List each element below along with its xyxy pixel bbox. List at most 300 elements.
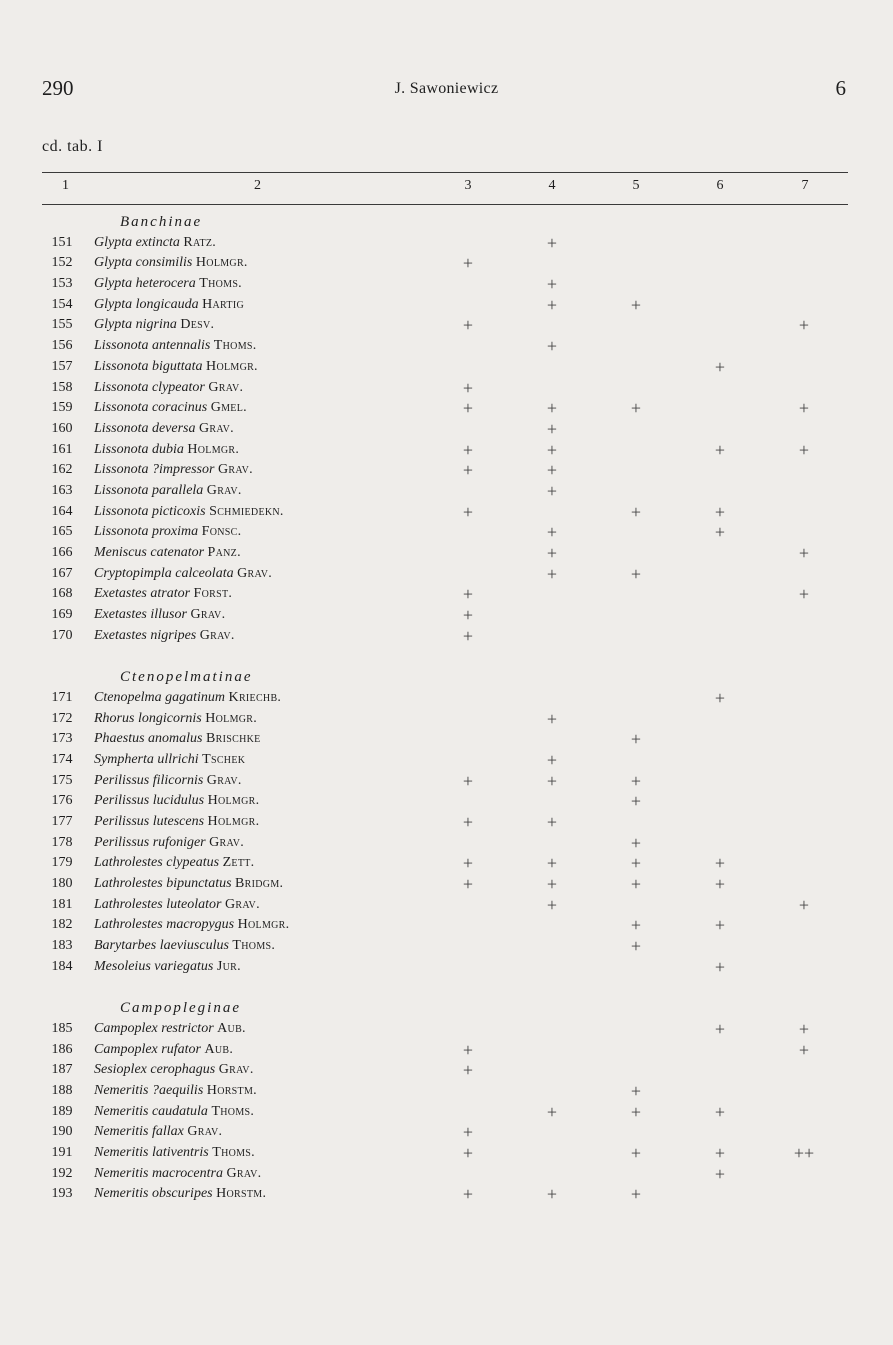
presence-mark-c5: + <box>630 1142 642 1163</box>
table-row <box>42 1102 848 1123</box>
presence-mark-c7: + <box>798 1018 810 1039</box>
presence-mark-c6: + <box>714 853 726 874</box>
presence-mark-c3: + <box>462 1142 474 1163</box>
table-row <box>42 895 848 916</box>
species-name <box>94 253 248 274</box>
section-number: 6 <box>835 76 846 100</box>
table-row <box>42 253 848 274</box>
species-name <box>94 357 258 378</box>
presence-mark-c4: + <box>546 336 558 357</box>
species-name <box>94 1102 254 1123</box>
species-name <box>94 915 289 936</box>
row-number: 184 <box>51 958 73 974</box>
row-number: 190 <box>51 1124 73 1140</box>
species-name <box>94 936 275 957</box>
species-author: Hartig <box>202 296 244 312</box>
spacer-row <box>42 646 848 667</box>
spacer-row <box>42 977 848 998</box>
species-author: Kriechb. <box>228 689 282 705</box>
presence-mark-c3: + <box>462 853 474 874</box>
presence-mark-c6: + <box>714 1101 726 1122</box>
presence-mark-c4: + <box>546 232 558 253</box>
row-number: 155 <box>51 317 73 333</box>
species-binomial: Lissonota proxima <box>94 524 199 540</box>
species-author: Holmgr. <box>206 358 258 374</box>
species-name <box>94 295 244 316</box>
presence-mark-c3: + <box>462 460 474 481</box>
table-row <box>42 1122 848 1143</box>
row-number: 183 <box>51 938 73 954</box>
species-name <box>94 315 214 336</box>
row-number: 159 <box>51 400 73 416</box>
species-author: Thoms. <box>199 276 242 292</box>
presence-mark-c4: + <box>546 874 558 894</box>
section-title: Banchinae <box>120 214 203 230</box>
species-name <box>94 1060 254 1081</box>
species-author: Grav. <box>217 462 253 478</box>
running-head-author: J. Sawoniewicz <box>394 80 499 97</box>
table-row <box>42 1060 848 1081</box>
presence-mark-c6: + <box>714 874 726 894</box>
species-binomial: Nemeritis fallax <box>94 1124 184 1140</box>
presence-mark-c5: + <box>630 729 642 750</box>
species-name <box>94 233 216 254</box>
species-binomial: Nemeritis lativentris <box>94 1144 209 1160</box>
species-name <box>94 522 241 543</box>
section-heading-row <box>42 998 848 1019</box>
species-binomial: Lissonota clypeator <box>94 379 205 395</box>
presence-mark-c4: + <box>546 439 558 460</box>
table-top-rule <box>42 172 848 173</box>
row-number: 170 <box>51 627 73 643</box>
species-binomial: Lathrolestes luteolator <box>94 896 222 912</box>
species-author: Fonsc. <box>201 524 242 540</box>
species-author: Thoms. <box>213 338 257 354</box>
presence-mark-c5: + <box>630 874 642 894</box>
species-author: Holmgr. <box>207 793 260 809</box>
species-author: Horstm. <box>206 1082 257 1098</box>
row-number: 193 <box>51 1186 73 1202</box>
species-author: Grav. <box>226 1165 262 1181</box>
presence-mark-c5: + <box>630 1101 642 1122</box>
table-row <box>42 378 848 399</box>
presence-mark-c4: + <box>546 770 558 791</box>
species-binomial: Glypta nigrina <box>94 317 177 333</box>
presence-mark-c7: + <box>798 315 810 336</box>
presence-mark-c4: + <box>546 418 558 439</box>
row-number: 169 <box>51 607 73 623</box>
table-row <box>42 688 848 709</box>
species-name <box>94 688 281 709</box>
species-author: Brischke <box>206 731 261 747</box>
species-binomial: Lathrolestes macropygus <box>94 917 235 933</box>
presence-mark-c6: + <box>714 439 726 460</box>
column-header-2: 2 <box>254 178 261 193</box>
row-number: 182 <box>51 917 73 933</box>
species-author: Grav. <box>237 565 273 581</box>
presence-mark-c5: + <box>630 832 642 853</box>
species-author: Grav. <box>218 1062 254 1078</box>
species-name <box>94 812 259 833</box>
presence-mark-c5: + <box>630 1080 642 1101</box>
presence-mark-c3: + <box>462 605 474 626</box>
species-author: Panz. <box>207 545 241 560</box>
presence-mark-c5: + <box>630 936 642 957</box>
species-binomial: Sesioplex cerophagus <box>94 1062 216 1078</box>
species-binomial: Exetastes illusor <box>94 607 187 623</box>
table-row <box>42 398 848 419</box>
table-row <box>42 274 848 295</box>
section-heading-row <box>42 667 848 688</box>
species-binomial: Meniscus catenator <box>94 545 205 560</box>
presence-mark-c6: + <box>714 687 726 708</box>
species-name <box>94 481 242 502</box>
table-row <box>42 522 848 543</box>
species-author: Tschek <box>202 751 246 767</box>
presence-mark-c3: + <box>462 625 474 646</box>
presence-mark-c4: + <box>546 274 558 295</box>
row-number: 153 <box>51 276 73 292</box>
presence-mark-c6: + <box>714 356 726 377</box>
table-row <box>42 315 848 336</box>
species-author: Thoms. <box>232 938 276 954</box>
presence-mark-c4: + <box>546 811 558 832</box>
species-name <box>94 1143 255 1164</box>
species-binomial: Lissonota ?impressor <box>94 462 215 478</box>
row-number: 167 <box>51 565 73 581</box>
species-name <box>94 1184 266 1205</box>
species-binomial: Perilissus lucidulus <box>94 793 205 809</box>
species-name <box>94 419 234 440</box>
presence-mark-c4: + <box>546 460 558 481</box>
species-name <box>94 874 283 895</box>
row-number: 191 <box>51 1144 73 1160</box>
species-author: Jur. <box>216 958 241 974</box>
species-author: Holmgr. <box>187 441 240 457</box>
presence-mark-c5: + <box>630 501 642 522</box>
table-row <box>42 1143 848 1164</box>
row-number: 187 <box>51 1062 73 1078</box>
presence-mark-c6: + <box>714 915 726 936</box>
species-author: Forst. <box>193 586 233 602</box>
row-number: 160 <box>51 420 73 436</box>
species-author: Gmel. <box>210 400 247 416</box>
species-name <box>94 460 253 481</box>
species-author: Zett. <box>222 855 255 871</box>
species-name <box>94 833 244 854</box>
table-row <box>42 481 848 502</box>
species-name <box>94 398 247 419</box>
species-author: Horstm. <box>216 1186 267 1202</box>
table-row <box>42 791 848 812</box>
species-author: Grav. <box>187 1124 223 1140</box>
presence-mark-c3: + <box>462 377 474 398</box>
table-row <box>42 874 848 895</box>
presence-mark-c5: + <box>630 915 642 936</box>
table-row <box>42 957 848 978</box>
species-author: Grav. <box>224 896 260 912</box>
presence-mark-c6: + <box>714 1163 726 1184</box>
presence-mark-c7: + <box>798 398 810 419</box>
row-number: 176 <box>51 793 73 809</box>
row-number: 174 <box>51 751 73 767</box>
presence-mark-c4: + <box>546 480 558 501</box>
species-author: Grav. <box>206 482 242 498</box>
species-author: Grav. <box>208 379 244 395</box>
species-author: Bridgm. <box>235 876 284 891</box>
row-number: 158 <box>51 379 73 395</box>
species-binomial: Perilissus filicornis <box>94 772 204 788</box>
species-author: Aub. <box>204 1041 234 1057</box>
row-number: 192 <box>51 1165 73 1181</box>
species-binomial: Perilissus lutescens <box>94 813 205 829</box>
species-name <box>94 440 239 461</box>
row-number: 154 <box>51 296 73 312</box>
species-author: Holmgr. <box>237 917 290 933</box>
table-row <box>42 833 848 854</box>
row-number: 181 <box>51 896 73 912</box>
row-number: 189 <box>51 1103 73 1119</box>
species-author: Grav. <box>199 627 235 643</box>
species-name <box>94 274 242 295</box>
presence-mark-c5: + <box>630 1184 642 1205</box>
species-name <box>94 709 257 730</box>
presence-mark-c3: + <box>462 770 474 791</box>
species-name <box>94 1122 222 1143</box>
species-name <box>94 1019 246 1040</box>
species-binomial: Campoplex restrictor <box>94 1020 214 1036</box>
species-binomial: Campoplex rufator <box>94 1041 201 1057</box>
row-number: 152 <box>51 255 73 271</box>
presence-mark-c3: + <box>462 874 474 894</box>
presence-mark-c4: + <box>546 294 558 315</box>
presence-mark-c7: + <box>798 584 810 605</box>
species-name <box>94 543 241 564</box>
presence-mark-c6: + <box>714 1142 726 1163</box>
row-number: 157 <box>51 358 73 374</box>
species-name <box>94 729 261 750</box>
species-name <box>94 957 241 978</box>
table-row <box>42 605 848 626</box>
table-row <box>42 1164 848 1185</box>
species-binomial: Lathrolestes bipunctatus <box>94 876 232 891</box>
presence-mark-c3: + <box>462 584 474 605</box>
species-binomial: Sympherta ullrichi <box>94 751 199 767</box>
section-heading-row <box>42 212 848 233</box>
table-row <box>42 750 848 771</box>
table-row <box>42 936 848 957</box>
row-number: 185 <box>51 1020 73 1036</box>
column-header-5: 5 <box>632 178 640 193</box>
species-binomial: Glypta extincta <box>94 234 180 250</box>
species-author: Grav. <box>190 607 226 623</box>
presence-mark-c4: + <box>546 563 558 584</box>
table-row <box>42 357 848 378</box>
presence-mark-c3: + <box>462 1184 474 1205</box>
species-name <box>94 750 245 771</box>
species-binomial: Rhorus longicornis <box>94 710 202 726</box>
species-binomial: Ctenopelma gagatinum <box>94 689 226 705</box>
species-name <box>94 336 257 357</box>
species-binomial: Nemeritis ?aequilis <box>94 1082 204 1098</box>
row-number: 165 <box>51 524 73 540</box>
column-header-7: 7 <box>801 178 809 193</box>
species-binomial: Glypta consimilis <box>94 255 193 271</box>
species-binomial: Cryptopimpla calceolata <box>94 565 234 581</box>
species-binomial: Exetastes nigripes <box>94 627 197 643</box>
species-author: Ratz. <box>183 234 217 250</box>
species-binomial: Lissonota dubia <box>94 441 184 457</box>
table-row <box>42 543 848 564</box>
row-number: 156 <box>51 338 73 354</box>
table-body <box>42 212 848 1205</box>
table-row <box>42 419 848 440</box>
species-binomial: Mesoleius variegatus <box>94 958 214 974</box>
presence-mark-c3: + <box>462 1060 474 1081</box>
row-number: 178 <box>51 834 73 850</box>
table-row <box>42 1019 848 1040</box>
species-name <box>94 626 235 647</box>
species-name <box>94 502 284 523</box>
presence-mark-c5: + <box>630 791 642 812</box>
species-author: Holmgr. <box>207 813 260 829</box>
row-number: 164 <box>51 503 73 519</box>
table-row <box>42 564 848 585</box>
presence-mark-c7: + <box>798 1039 810 1060</box>
presence-mark-c4: + <box>546 749 558 770</box>
table-row <box>42 1040 848 1061</box>
species-name <box>94 771 242 792</box>
table-row <box>42 502 848 523</box>
section-title: Campopleginae <box>120 1000 241 1017</box>
presence-mark-c7: ++ <box>793 1142 815 1163</box>
presence-mark-c3: + <box>462 811 474 832</box>
table-header-rule <box>42 204 848 205</box>
presence-mark-c6: + <box>714 501 726 522</box>
species-name <box>94 1081 257 1102</box>
species-author: Holmgr. <box>195 255 248 271</box>
species-name <box>94 791 259 812</box>
species-author: Grav. <box>209 834 245 850</box>
species-binomial: Exetastes atrator <box>94 586 191 602</box>
species-binomial: Glypta longicauda <box>94 296 199 312</box>
species-binomial: Phaestus anomalus <box>94 731 203 747</box>
presence-mark-c7: + <box>798 543 810 563</box>
row-number: 172 <box>51 710 73 726</box>
presence-mark-c7: + <box>798 894 810 915</box>
presence-mark-c3: + <box>462 253 474 274</box>
row-number: 162 <box>51 462 73 478</box>
table-row <box>42 729 848 750</box>
table-row <box>42 626 848 647</box>
table-row <box>42 1081 848 1102</box>
table-row <box>42 460 848 481</box>
species-binomial: Nemeritis obscuripes <box>94 1186 213 1202</box>
species-binomial: Barytarbes laeviusculus <box>94 938 229 954</box>
presence-mark-c4: + <box>546 708 558 729</box>
page-number: 290 <box>42 76 74 100</box>
species-author: Thoms. <box>212 1144 255 1160</box>
presence-mark-c4: + <box>546 522 558 543</box>
species-author: Aub. <box>217 1020 246 1036</box>
row-number: 186 <box>51 1041 73 1057</box>
presence-mark-c4: + <box>546 1101 558 1122</box>
table-row <box>42 440 848 461</box>
row-number: 179 <box>51 855 73 871</box>
presence-mark-c4: + <box>546 1184 558 1205</box>
species-binomial: Nemeritis macrocentra <box>94 1165 223 1181</box>
species-binomial: Lissonota biguttata <box>94 358 203 374</box>
row-number: 177 <box>51 813 73 829</box>
species-author: Grav. <box>199 420 234 436</box>
table-row <box>42 233 848 254</box>
species-author: Schmiedekn. <box>209 503 284 519</box>
column-header-1: 1 <box>62 178 69 193</box>
species-name <box>94 564 272 585</box>
row-number: 173 <box>51 731 73 747</box>
species-name <box>94 584 232 605</box>
presence-mark-c3: + <box>462 1122 474 1143</box>
presence-mark-c3: + <box>462 439 474 460</box>
row-number: 188 <box>51 1082 73 1098</box>
section-title: Ctenopelmatinae <box>120 669 253 686</box>
species-name <box>94 853 254 874</box>
table-row <box>42 584 848 605</box>
presence-mark-c3: + <box>462 315 474 336</box>
species-binomial: Lissonota picticoxis <box>94 503 206 519</box>
presence-mark-c3: + <box>462 398 474 419</box>
presence-mark-c5: + <box>630 853 642 874</box>
species-author: Desv. <box>180 317 215 333</box>
species-binomial: Lissonota parallela <box>94 482 204 498</box>
presence-mark-c5: + <box>630 398 642 419</box>
row-number: 180 <box>51 876 73 891</box>
presence-mark-c4: + <box>546 853 558 874</box>
row-number: 175 <box>51 772 73 788</box>
presence-mark-c6: + <box>714 522 726 543</box>
row-number: 168 <box>51 586 73 602</box>
row-number: 151 <box>51 234 73 250</box>
species-binomial: Perilissus rufoniger <box>94 834 206 850</box>
species-binomial: Nemeritis caudatula <box>94 1103 208 1119</box>
presence-mark-c7: + <box>798 439 810 460</box>
presence-mark-c3: + <box>462 501 474 522</box>
row-number: 163 <box>51 482 73 498</box>
species-name <box>94 895 260 916</box>
table-row <box>42 853 848 874</box>
presence-mark-c4: + <box>546 398 558 419</box>
table-row <box>42 812 848 833</box>
species-name <box>94 1164 261 1185</box>
presence-mark-c6: + <box>714 956 726 977</box>
table-row <box>42 771 848 792</box>
species-binomial: Lissonota antennalis <box>94 338 211 354</box>
row-number: 161 <box>51 441 73 457</box>
species-author: Holmgr. <box>205 710 258 726</box>
species-binomial: Lissonota deversa <box>94 420 196 436</box>
column-header-4: 4 <box>548 178 556 193</box>
table-row <box>42 915 848 936</box>
table-caption: cd. tab. I <box>42 138 103 155</box>
species-name <box>94 1040 233 1061</box>
species-name <box>94 378 243 399</box>
species-author: Thoms. <box>211 1103 255 1119</box>
presence-mark-c5: + <box>630 294 642 315</box>
presence-mark-c5: + <box>630 770 642 791</box>
table-row <box>42 709 848 730</box>
table-row <box>42 1184 848 1205</box>
row-number: 166 <box>51 545 73 560</box>
